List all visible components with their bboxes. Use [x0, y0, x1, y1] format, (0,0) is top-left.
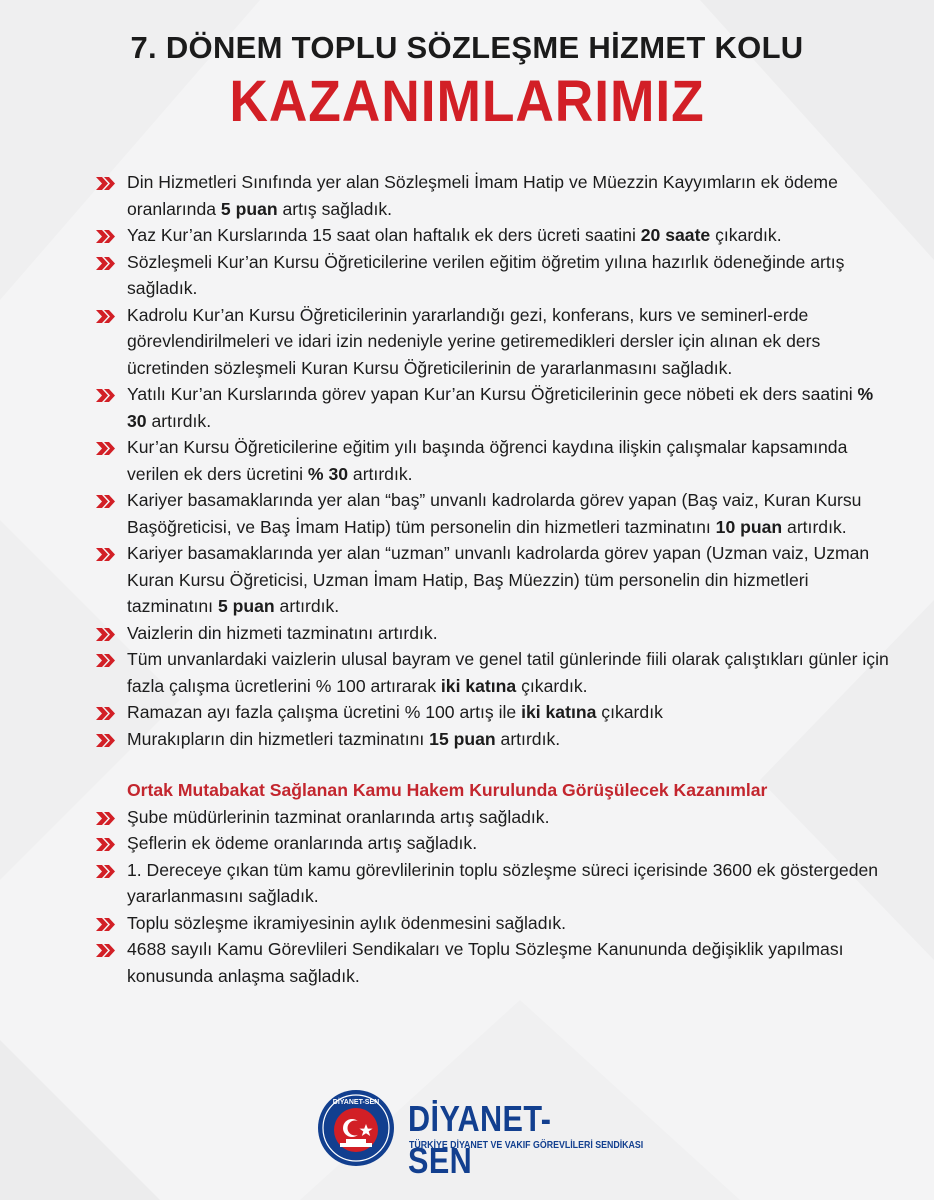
list-item — [96, 222, 896, 249]
double-chevron-right-icon — [96, 310, 118, 323]
list-item — [96, 726, 896, 753]
double-chevron-right-icon — [96, 389, 118, 402]
item-text: Kadrolu Kur’an Kursu Öğreticilerinin yararlandığı gezi, konferans, kurs ve seminerl-erde görevlendirilmeleri ve idari izin nedeniyle yerine getiremedikleri dersler için alınan ek ders ücretinden sözleşmeli Kuran Kursu Öğreticilerinin de yararlanmasını sağladık. — [127, 304, 821, 378]
item-text: 1. Dereceye çıkan tüm kamu görevlilerinin toplu sözleşme süreci içerisinde 3600 ek göstergeden yararlanmasını sağladık. — [127, 859, 879, 906]
seal-text: DİYANET-SEN — [332, 1099, 380, 1106]
list-item — [96, 936, 896, 989]
item-text: Şeflerin ek ödeme oranlarında artış sağladık. — [127, 833, 478, 853]
item-text: çıkardık. — [710, 225, 782, 245]
arbitration-section — [96, 777, 896, 989]
brand-tagline: TÜRKİYE DİYANET VE VAKIF GÖREVLİLERİ SENDİKASI — [409, 1139, 644, 1151]
item-text: Yaz Kur’an Kurslarında 15 saat olan haftalık ek ders ücreti saatini — [127, 225, 641, 245]
item-text: artırdık. — [782, 516, 847, 537]
item-text: Toplu sözleşme ikramiyesinin aylık ödenmesini sağladık. — [127, 912, 567, 933]
double-chevron-right-icon — [96, 838, 118, 851]
item-text: artırdık. — [274, 596, 340, 616]
brand-name: DİYANET-SEN — [408, 1098, 552, 1181]
item-text: Sözleşmeli Kur’an Kursu Öğreticilerine verilen eğitim öğretim yılına hazırlık ödeneğinde artış sağladık. — [127, 251, 845, 298]
item-text: Murakıpların din hizmetleri tazminatını — [127, 728, 430, 749]
list-item — [96, 540, 896, 620]
list-item — [96, 910, 896, 937]
list-item — [96, 434, 896, 487]
list-item — [96, 249, 896, 302]
highlight-text: 10 puan — [715, 516, 783, 537]
double-chevron-right-icon — [96, 865, 118, 878]
double-chevron-right-icon — [96, 442, 118, 455]
item-text: Ramazan ayı fazla çalışma ücretini % 100 artış ile — [127, 702, 522, 722]
item-text: 4688 sayılı Kamu Görevlileri Sendikaları ve Toplu Sözleşme Kanununda değişiklik yapılması konusunda anlaşma sağladık. — [127, 939, 844, 986]
section-heading: Ortak Mutabakat Sağlanan Kamu Hakem Kurulunda Görüşülecek Kazanımlar — [127, 780, 768, 800]
highlight-text: iki katına — [440, 675, 517, 696]
double-chevron-right-icon — [96, 548, 118, 561]
union-seal-logo — [316, 1088, 396, 1168]
double-chevron-right-icon — [96, 495, 118, 508]
list-item — [96, 857, 896, 910]
list-item — [96, 169, 896, 222]
item-text: artırdık. — [495, 728, 561, 749]
double-chevron-right-icon — [96, 734, 118, 747]
item-text: Vaizlerin din hizmeti tazminatını artırdık. — [127, 622, 438, 643]
double-chevron-right-icon — [96, 654, 118, 667]
double-chevron-right-icon — [96, 812, 118, 825]
list-item — [96, 804, 896, 831]
list-item — [96, 646, 896, 699]
item-text: çıkardık — [596, 702, 663, 722]
highlight-text: 20 saate — [640, 225, 711, 245]
double-chevron-right-icon — [96, 230, 118, 243]
page-title: 7. DÖNEM TOPLU SÖZLEŞME HİZMET KOLU — [130, 30, 804, 65]
highlight-text: iki katına — [521, 702, 597, 722]
item-text: Kariyer basamaklarında yer alan “uzman” unvanlı kadrolarda görev yapan (Uzman vaiz, Uzman Kuran Kursu Öğreticisi, Uzman İmam Hatip, Baş Müezzin) tüm personelin din hizmetleri tazminatını — [127, 543, 870, 616]
item-text: Şube müdürlerinin tazminat oranlarında artış sağladık. — [127, 806, 550, 827]
main-gains-list — [96, 169, 896, 752]
highlight-text: 5 puan — [217, 596, 275, 616]
item-text: Yatılı Kur’an Kurslarında görev yapan Kur’an Kursu Öğreticilerinin gece nöbeti ek ders saatini — [127, 384, 858, 404]
gains-content — [96, 169, 896, 989]
double-chevron-right-icon — [96, 944, 118, 957]
double-chevron-right-icon — [96, 918, 118, 931]
list-item — [96, 381, 896, 434]
double-chevron-right-icon — [96, 707, 118, 720]
highlight-text: 5 puan — [220, 198, 278, 219]
item-text: Din Hizmetleri Sınıfında yer alan Sözleşmeli İmam Hatip ve Müezzin Kayyımların ek ödeme oranlarında — [127, 172, 838, 219]
item-text: artış sağladık. — [277, 198, 393, 219]
highlight-text: 15 puan — [429, 728, 496, 749]
item-text: çıkardık. — [516, 675, 588, 696]
item-text: Kur’an Kursu Öğreticilerine eğitim yılı başında öğrenci kaydına ilişkin çalışmalar kapsamında verilen ek ders ücretini — [127, 437, 848, 484]
item-text: Kariyer basamaklarında yer alan “baş” unvanlı kadrolarda görev yapan (Baş vaiz, Kuran Kursu Başöğreticisi, ve Baş İmam Hatip) tüm personelin din hizmetleri tazminatını — [127, 490, 862, 537]
list-item — [96, 830, 896, 857]
arbitration-gains-list — [96, 804, 896, 990]
footer-brand — [316, 1088, 644, 1181]
list-item — [96, 699, 896, 726]
highlight-text: % 30 — [307, 463, 349, 484]
item-text: artırdık. — [348, 463, 413, 484]
highlight-text: % 30 — [127, 384, 874, 431]
list-item — [96, 302, 896, 382]
double-chevron-right-icon — [96, 628, 118, 641]
list-item — [96, 620, 896, 647]
item-text: artırdık. — [146, 410, 212, 431]
item-text: Tüm unvanlardaki vaizlerin ulusal bayram ve genel tatil günlerinde fiili olarak çalıştıkları günler için fazla çalışma ücretlerini % 100 artırarak — [127, 649, 889, 696]
page-subtitle: KAZANIMLARIMIZ — [229, 69, 705, 134]
double-chevron-right-icon — [96, 257, 118, 270]
list-item — [96, 487, 896, 540]
double-chevron-right-icon — [96, 177, 118, 190]
